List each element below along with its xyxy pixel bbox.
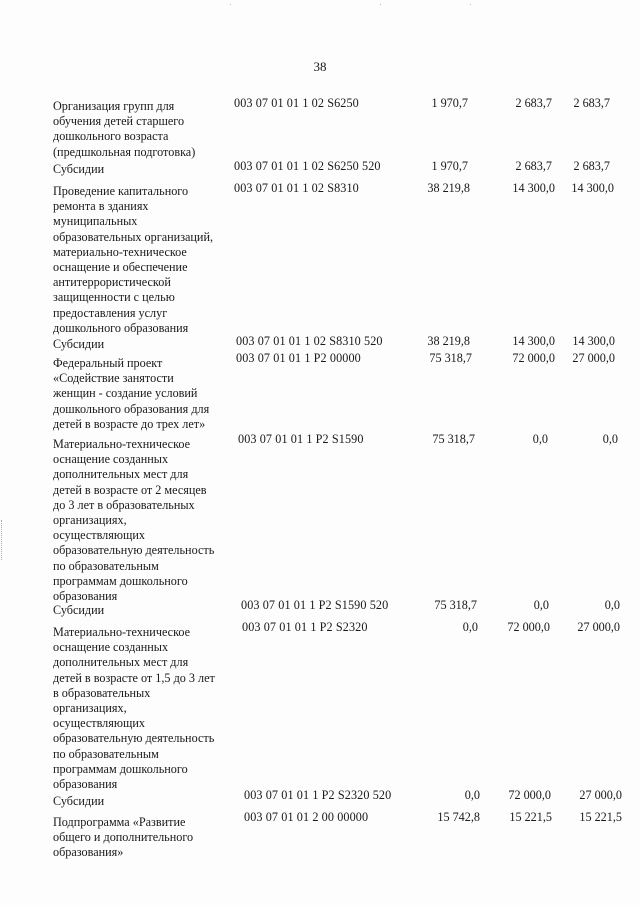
- row-amount-v3: 14 300,0: [572, 334, 615, 348]
- row-amount-v1: 75 318,7: [434, 598, 477, 612]
- row-amount-v3: 14 300,0: [571, 181, 614, 195]
- row-name: Субсидии: [53, 162, 105, 176]
- row-amount-v2: 14 300,0: [512, 334, 555, 348]
- scan-margin-mark: [1, 520, 4, 560]
- row-name: Организация групп для обучения детей старшего дошкольного возраста (предшкольная подготовка): [53, 99, 196, 159]
- row-code: 003 07 01 01 1 02 S6250 520: [234, 159, 381, 173]
- row-code: 003 07 01 01 1 P2 00000: [236, 351, 361, 365]
- row-amount-v1: 0,0: [464, 788, 480, 802]
- row-code: 003 07 01 01 1 P2 S2320 520: [244, 788, 392, 802]
- row-amount-v2: 0,0: [532, 432, 548, 446]
- scan-dot: [380, 4, 381, 5]
- row-code: 003 07 01 01 1 P2 S2320: [242, 620, 368, 634]
- scan-dot: [230, 4, 231, 5]
- row-amount-v3: 27 000,0: [572, 351, 615, 365]
- row-amount-v2: 2 683,7: [515, 96, 552, 110]
- row-code: 003 07 01 01 1 02 S8310: [234, 181, 359, 195]
- row-amount-v2: 72 000,0: [507, 620, 550, 634]
- scan-dot: [470, 4, 471, 5]
- row-code: 003 07 01 01 1 02 S8310 520: [236, 334, 383, 348]
- row-amount-v1: 1 970,7: [431, 159, 468, 173]
- row-amount-v2: 2 683,7: [515, 159, 552, 173]
- row-code: 003 07 01 01 2 00 00000: [244, 810, 369, 824]
- row-code: 003 07 01 01 1 P2 S1590: [238, 432, 364, 446]
- row-name: Материально-техническое оснащение созданных дополнительных мест для детей в возрасте от 2 месяцев до 3 лет в образовательных организациях, осуществляющих образовательную деятельность по образовательным программам дошкольного образования: [53, 437, 215, 604]
- row-amount-v1: 0,0: [462, 620, 478, 634]
- row-name: Подпрограмма «Развитие общего и дополнительного образования»: [53, 815, 194, 860]
- row-amount-v2: 72 000,0: [508, 788, 551, 802]
- page-number: 38: [313, 59, 327, 74]
- row-name: Субсидии: [53, 603, 105, 617]
- row-name: Субсидии: [53, 794, 105, 808]
- row-amount-v1: 15 742,8: [437, 810, 480, 824]
- row-amount-v3: 2 683,7: [573, 159, 610, 173]
- row-amount-v3: 27 000,0: [577, 620, 620, 634]
- row-amount-v2: 14 300,0: [512, 181, 555, 195]
- row-name: Федеральный проект «Содействие занятости женщин - создание условий дошкольного образования для детей в возрасте до трех лет»: [53, 356, 210, 431]
- row-code: 003 07 01 01 1 P2 S1590 520: [241, 598, 389, 612]
- row-amount-v3: 15 221,5: [579, 810, 622, 824]
- row-name: Проведение капитального ремонта в зданиях муниципальных образовательных организаций, материально-техническое оснащение и обеспечение антитеррористической защищенности с целью предоставления услуг дошкольного образования: [53, 184, 214, 335]
- row-amount-v3: 0,0: [604, 598, 620, 612]
- row-amount-v2: 72 000,0: [512, 351, 555, 365]
- row-amount-v1: 38 219,8: [427, 334, 470, 348]
- row-amount-v1: 75 318,7: [429, 351, 472, 365]
- row-amount-v1: 38 219,8: [427, 181, 470, 195]
- row-amount-v3: 27 000,0: [579, 788, 622, 802]
- row-amount-v1: 1 970,7: [431, 96, 468, 110]
- row-name: Материально-техническое оснащение созданных дополнительных мест для детей в возрасте от 1,5 до 3 лет в образовательных организациях, осуществляющих образовательную деятельность по образовательным программам дошкольного образования: [53, 625, 215, 792]
- row-amount-v3: 0,0: [602, 432, 618, 446]
- row-amount-v1: 75 318,7: [432, 432, 475, 446]
- row-amount-v2: 15 221,5: [509, 810, 552, 824]
- row-name: Субсидии: [53, 337, 105, 351]
- row-amount-v3: 2 683,7: [573, 96, 610, 110]
- row-amount-v2: 0,0: [533, 598, 549, 612]
- row-code: 003 07 01 01 1 02 S6250: [234, 96, 359, 110]
